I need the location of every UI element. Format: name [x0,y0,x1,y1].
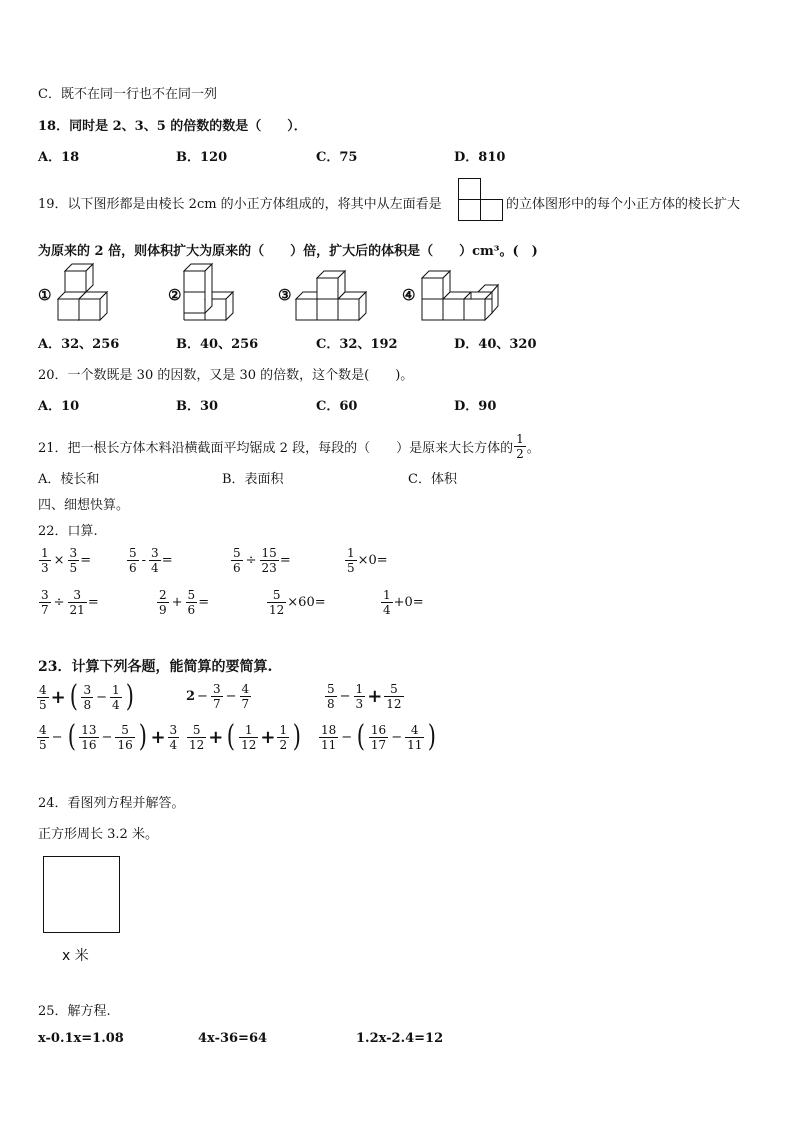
frac-num: 1 [347,546,355,560]
q19-fig3-label: ③ [278,286,292,304]
frac-den: 2 [279,737,288,752]
operator: − [96,689,107,705]
q21-frac-num: 1 [516,432,524,446]
paren-left: ( [227,719,236,754]
frac-den: 3 [355,697,364,711]
operator: + [260,726,276,748]
frac-den: 9 [159,603,167,617]
q19-option-c: C．32、192 [316,337,398,352]
cube-figure-3 [294,266,366,324]
paren-right: ) [292,719,302,754]
q23-expr-1 [36,679,136,714]
frac-num: 18 [321,722,337,737]
frac-den: 5 [39,697,47,712]
frac-den: 8 [327,697,335,711]
q25-equation-2: 4x-36=64 [198,1031,268,1046]
q23-expr-5 [186,719,304,754]
q22-expr-5 [38,588,99,617]
frac-den: 12 [386,697,402,711]
q22-expr-7 [266,588,326,617]
operator-tail: +0= [393,595,424,610]
q23-expr-4 [36,719,180,754]
frac-den: 11 [321,737,337,752]
frac-num: 2 [159,588,167,602]
frac-num: 5 [390,682,398,696]
paren-right: ) [428,719,437,754]
operator: + [50,686,66,708]
equals: = [80,553,92,568]
q22-expr-3 [230,546,291,575]
q20-option-a: A．10 [38,399,80,414]
frac-num: 1 [112,682,120,697]
paren-right: ) [138,719,147,754]
q25-stem: 25．解方程. [38,1004,111,1019]
q22-expr-4 [344,546,388,575]
q19-fig1-label: ① [38,286,52,304]
frac-num: 1 [355,682,364,696]
q25-equation-3: 1.2x-2.4=12 [356,1031,444,1046]
operator: + [150,726,166,748]
q21-stem-text: 21．把一根长方体木料沿横截面平均锯成 2 段，每段的（ ）是原来大长方体的 [38,441,514,456]
frac-den: 6 [187,603,196,617]
frac-num: 1 [41,546,49,560]
frac-den: 5 [39,737,47,752]
square-figure [43,856,120,933]
cube-figure-4 [420,266,502,324]
frac-num: 3 [212,682,221,696]
operator: + [171,595,183,610]
q23-expr-2 [186,682,252,711]
frac-num: 15 [261,546,277,560]
q23-stem: 23．计算下列各题，能简算的要简算. [38,659,273,675]
frac-num: 3 [83,682,92,697]
q23-expr-3 [324,682,405,711]
frac-num: 5 [192,722,201,737]
frac-den: 23 [261,561,277,575]
frac-den: 21 [69,603,85,617]
frac-den: 3 [41,561,49,575]
q21-fraction [514,432,526,461]
q20-option-b: B．30 [176,399,219,414]
frac-num: 5 [233,546,241,560]
q21-option-c: C．体积 [408,472,457,487]
frac-den: 12 [189,737,205,752]
operator: − [341,729,353,745]
operator: − [101,729,113,745]
frac-den: 7 [41,603,49,617]
frac-den: 12 [269,603,285,617]
operator: + [208,726,224,748]
frac-num: 3 [151,546,159,560]
frac-num: 4 [410,722,419,737]
q20-option-d: D．90 [454,399,497,414]
number: 2 [186,689,196,704]
paren-left: ( [67,719,76,754]
frac-den: 7 [212,697,221,711]
operator: + [367,686,383,707]
q22-expr-8 [380,588,424,617]
q19-fig2-label: ② [168,286,182,304]
equals: = [161,553,173,568]
q21-option-b: B．表面积 [222,472,284,487]
q17-option-c: C．既不在同一行也不在同一列 [38,87,217,102]
frac-den: 11 [407,737,423,752]
q19-stem-c: 为原来的 2 倍，则体积扩大为原来的（ ）倍，扩大后的体积是（ ）cm³。( ) [38,244,538,259]
q19-option-a: A．32、256 [38,337,120,352]
q19-stem-a: 19．以下图形都是由棱长 2cm 的小正方体组成的，将其中从左面看是 [38,197,442,212]
cube-figure-1 [56,266,116,324]
frac-den: 4 [151,561,159,575]
frac-den: 6 [233,561,241,575]
paren-right: ) [125,679,134,714]
frac-num: 5 [327,682,335,696]
frac-num: 1 [383,588,391,602]
q24-line2: 正方形周长 3.2 米。 [38,827,158,842]
frac-num: 5 [121,722,129,737]
frac-num: 1 [244,722,253,737]
operator: − [391,729,403,745]
operator: ÷ [53,595,65,610]
frac-den: 5 [347,561,355,575]
square-side-label: x 米 [62,948,89,964]
frac-num: 16 [370,722,387,737]
q21-stem [38,432,540,461]
frac-den: 16 [81,737,97,752]
left-view-shape-icon [458,178,504,222]
frac-num: 4 [39,722,47,737]
frac-den: 4 [169,737,178,752]
q18-option-c: C．75 [316,150,358,165]
frac-den: 7 [241,697,250,711]
q21-option-a: A．棱长和 [38,472,100,487]
frac-num: 4 [241,682,250,696]
q19-stem-b: 的立体图形中的每个小正方体的棱长扩大 [506,197,741,212]
frac-den: 4 [383,603,391,617]
operator: × [53,553,65,568]
operator: − [339,689,351,704]
operator-tail: ×0= [357,553,388,568]
frac-num: 5 [129,546,137,560]
frac-num: 4 [39,682,47,697]
operator: − [197,689,208,704]
q22-expr-1 [38,546,91,575]
equals: = [198,595,210,610]
operator: − [225,689,237,704]
q18-option-a: A．18 [38,150,80,165]
frac-num: 5 [272,588,281,602]
frac-den: 8 [83,697,92,712]
q19-fig4-label: ④ [402,286,416,304]
frac-den: 6 [129,561,137,575]
operator-tail: ×60= [287,595,326,610]
operator: − [51,729,63,745]
q25-equation-1: x-0.1x=1.08 [38,1031,124,1046]
operator: - [141,553,147,568]
q24-stem: 24．看图列方程并解答。 [38,796,185,811]
q22-stem: 22．口算. [38,524,98,539]
frac-num: 13 [81,722,97,737]
q18-option-d: D．810 [454,150,506,165]
q20-option-c: C．60 [316,399,358,414]
frac-num: 1 [279,722,288,737]
q23-expr-6 [318,719,439,754]
q20-stem: 20．一个数既是 30 的因数，又是 30 的倍数，这个数是( )。 [38,368,414,383]
q18-stem: 18．同时是 2、3、5 的倍数的数是（ ）． [38,119,307,134]
frac-num: 3 [41,588,49,602]
q19-option-d: D．40、320 [454,337,537,352]
frac-den: 4 [112,697,120,712]
equals: = [279,553,291,568]
section-heading: 四、细想快算。 [38,498,130,513]
q22-expr-2 [126,546,173,575]
frac-den: 12 [241,737,257,752]
q22-expr-6 [156,588,209,617]
frac-den: 16 [117,737,133,752]
cube-figure-2 [182,266,242,324]
q21-stem-end: 。 [526,441,540,456]
q19-option-b: B．40、256 [176,337,259,352]
frac-den: 17 [370,737,387,752]
frac-num: 5 [187,588,196,602]
frac-num: 3 [73,588,81,602]
paren-left: ( [356,719,366,754]
frac-num: 3 [169,722,178,737]
q18-option-b: B．120 [176,150,228,165]
operator: ÷ [245,553,257,568]
q21-frac-den: 2 [516,447,524,461]
paren-left: ( [69,679,78,714]
frac-den: 5 [69,561,78,575]
frac-num: 3 [69,546,78,560]
equals: = [87,595,99,610]
